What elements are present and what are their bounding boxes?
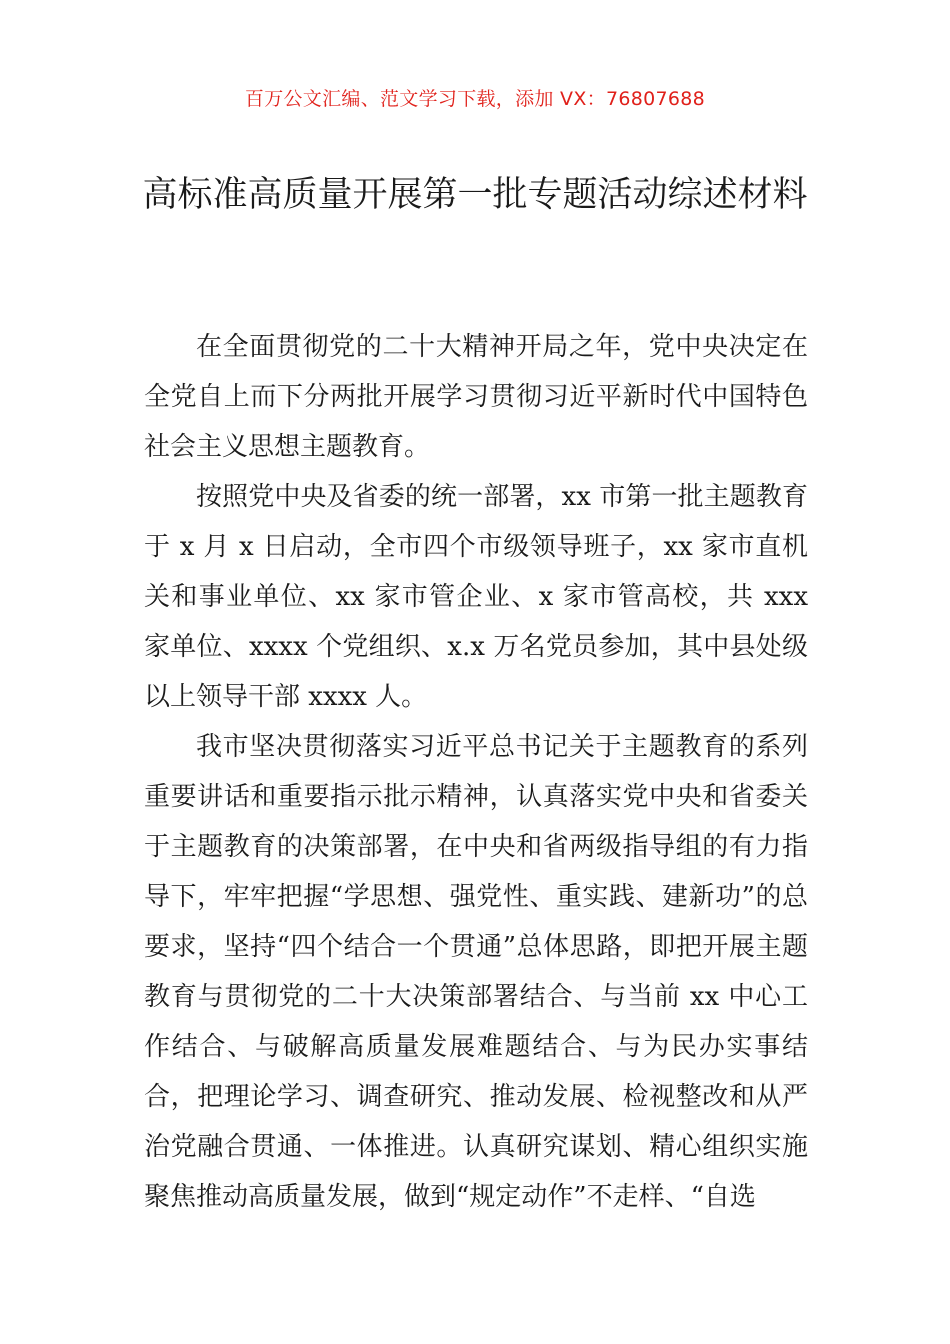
paragraph-2: 按照党中央及省委的统一部署，xx 市第一批主题教育于 x 月 x 日启动，全市四个市级领导班子，xx 家市直机关和事业单位、xx 家市管企业、x 家市管高校，共 xxx 家单位、xxxx 个党组织、x.x 万名党员参加，其中县处级以上领导干部 xxxx 人。 xyxy=(144,482,808,712)
paragraph-3: 我市坚决贯彻落实习近平总书记关于主题教育的系列重要讲话和重要指示批示精神，认真落实党中央和省委关于主题教育的决策部署，在中央和省两级指导组的有力指导下，牢牢把握“学思想、强党性、重实践、建新功”的总要求，坚持“四个结合一个贯通”总体思路，即把开展主题教育与贯彻党的二十大决策部署结合、与当前 xx 中心工作结合、与破解高质量发展难题结合、与为民办实事结合，把理论学习、调查研究、推动发展、检视整改和从严治党融合贯通、一体推进。认真研究谋划、精心组织实施聚焦推动高质量发展，做到“规定动作”不走样、“自选 xyxy=(144,732,808,1212)
header-promo-note: 百万公文汇编、范文学习下载，添加 VX：76807688 xyxy=(244,88,706,110)
document-title: 高标准高质量开展第一批专题活动综述材料 xyxy=(142,175,808,215)
document-body xyxy=(144,322,808,1222)
paragraph-1: 在全面贯彻党的二十大精神开局之年，党中央决定在全党自上而下分两批开展学习贯彻习近平新时代中国特色社会主义思想主题教育。 xyxy=(144,332,808,462)
